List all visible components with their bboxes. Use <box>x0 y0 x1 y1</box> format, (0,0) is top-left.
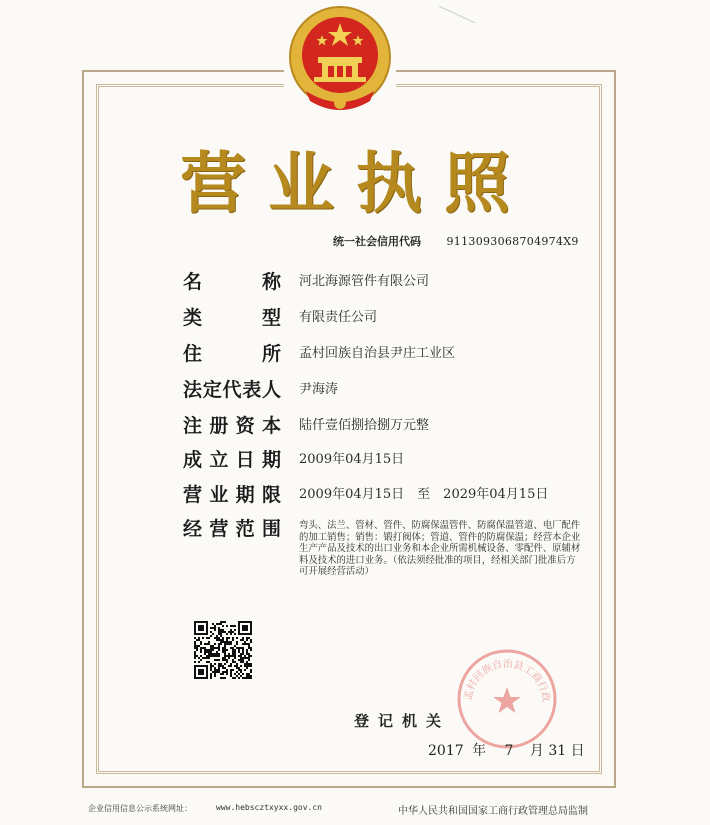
field-value: 陆仟壹佰捌拾捌万元整 <box>299 418 430 433</box>
field-label: 成立日期 <box>183 449 281 471</box>
field-business-term <box>183 483 549 513</box>
field-label: 经营范围 <box>183 518 281 540</box>
field-label: 法定代表人 <box>183 379 281 401</box>
credit-code-row <box>333 233 579 249</box>
footer-issuer: 中华人民共和国国家工商行政管理总局监制 <box>398 806 588 817</box>
issue-day-unit: 日 <box>570 743 585 759</box>
issue-day: 31 <box>548 743 567 759</box>
field-label: 名 称 <box>183 271 281 293</box>
field-label: 注册资本 <box>183 415 281 437</box>
field-business-scope <box>183 517 281 547</box>
footer-url-link[interactable]: www.hebscztxyxx.gov.cn <box>216 803 322 812</box>
field-registered-capital <box>183 414 430 444</box>
field-established-date <box>183 448 405 478</box>
credit-code-label: 统一社会信用代码 <box>333 235 421 248</box>
issue-year: 2017 <box>428 743 464 759</box>
credit-code-value: 911309306870497​4X9 <box>446 235 579 248</box>
field-address <box>183 342 456 372</box>
national-emblem-icon <box>284 3 396 119</box>
field-label: 类 型 <box>183 307 281 329</box>
field-type <box>183 306 378 336</box>
issue-year-unit: 年 <box>472 743 487 759</box>
issue-month-unit: 月 <box>529 743 544 759</box>
business-scope-text: 弯头、法兰、管材、管件、防腐保温管件、防腐保温管道、电厂配件的加工销售；销售：锻打阀体；管道、管件的防腐保温；经营本企业生产产品及技术的出口业务和本企业所需机械设备、零配件、原辅材料及技术的进口业务。（依法须经批准的项目，经相关部门批准后方可开展经营活动） <box>299 520 581 578</box>
field-value: 尹海涛 <box>299 382 339 397</box>
field-value: 有限责任公司 <box>299 310 378 325</box>
svg-text:孟村回族自治县工商行政管理局 <box>453 645 553 703</box>
field-label: 营业期限 <box>183 484 281 506</box>
registration-authority-label: 登记机关 <box>354 712 451 730</box>
field-value: 2009年04月15日 至 2029年04月15日 <box>299 487 549 502</box>
field-label: 住 所 <box>183 343 281 365</box>
field-value: 2009年04月15日 <box>299 452 405 467</box>
seal-text: 孟村回族自治县工商行政 <box>462 658 552 703</box>
official-seal <box>453 645 561 753</box>
field-name <box>183 270 430 300</box>
field-legal-representative <box>183 378 339 408</box>
field-value: 河北海源管件有限公司 <box>299 274 430 289</box>
qr-code[interactable] <box>194 621 252 679</box>
footer-system-label: 企业信用信息公示系统网址： <box>88 804 192 813</box>
issue-date <box>428 740 585 760</box>
license-title: 营业执照 <box>180 144 532 222</box>
field-value: 孟村回族自治县尹庄工业区 <box>299 346 456 361</box>
issue-month: 7 <box>504 743 514 759</box>
